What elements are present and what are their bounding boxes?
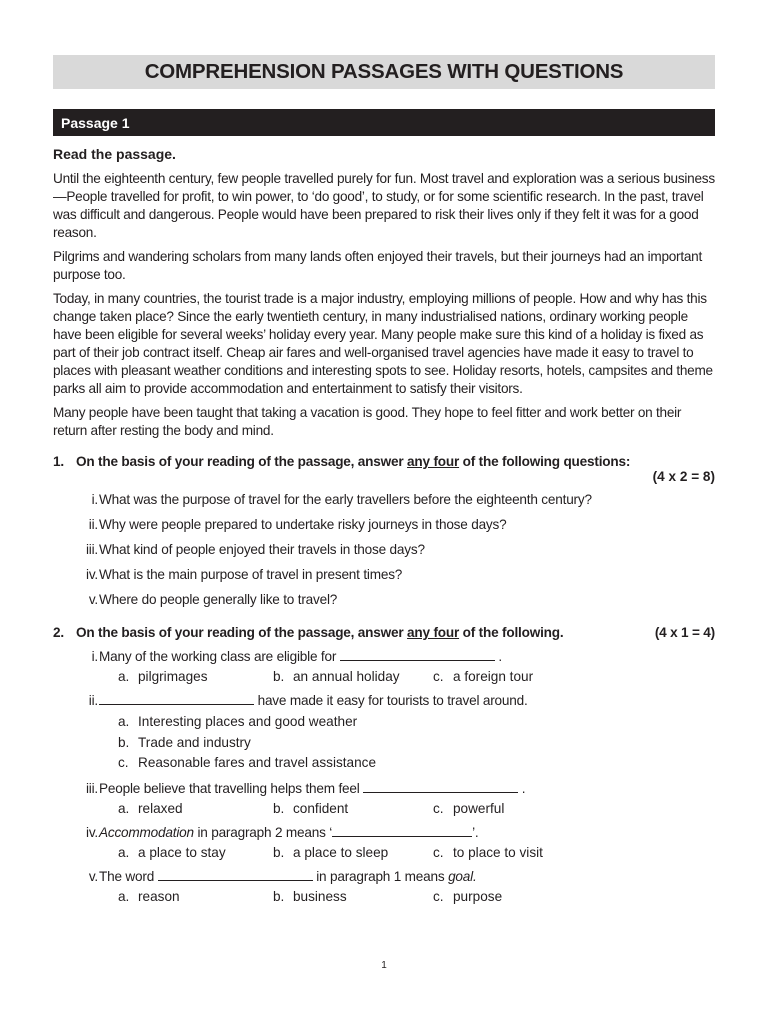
- options-row: [118, 888, 715, 906]
- list-item: i. What was the purpose of travel for the early travellers before the eighteenth century?: [91, 492, 592, 507]
- question-2-list: [73, 648, 715, 906]
- list-item: v. Where do people generally like to travel?: [88, 592, 338, 607]
- list-item: ii. Why were people prepared to undertake risky journeys in those days?: [88, 517, 507, 532]
- option-a[interactable]: a. relaxed: [118, 800, 183, 816]
- question-1-heading: 1. On the basis of your reading of the passage, answer any four of the following questions:: [53, 454, 631, 469]
- list-item: v. The word in paragraph 1 means goal.: [88, 868, 477, 884]
- list-item: iii. What kind of people enjoyed their travels in those days?: [85, 542, 425, 557]
- option-c[interactable]: c. powerful: [433, 800, 505, 816]
- option-a[interactable]: a. Interesting places and good weather: [118, 714, 358, 729]
- options-row: [118, 668, 715, 686]
- question-1-marks: (4 x 2 = 8): [652, 469, 715, 484]
- answer-blank[interactable]: [340, 648, 495, 661]
- question-1-list: [73, 491, 715, 609]
- question-number: 2.: [53, 625, 64, 640]
- question-2-heading: 2. On the basis of your reading of the passage, answer any four of the following. (4 x 1 = 4): [53, 625, 715, 640]
- option-a[interactable]: a. reason: [118, 888, 180, 904]
- question-2-marks: (4 x 1 = 4): [654, 625, 715, 640]
- option-b[interactable]: b. Trade and industry: [118, 734, 251, 750]
- paragraph-2: Pilgrims and wandering scholars from many lands often enjoyed their travels, but their journeys had an important purpose too.: [53, 249, 703, 282]
- option-a[interactable]: a. pilgrimages: [118, 669, 208, 684]
- option-c[interactable]: c. purpose: [433, 888, 503, 904]
- list-item: i. Many of the working class are eligible for .: [91, 649, 502, 664]
- worksheet-page: [53, 55, 715, 906]
- option-b[interactable]: b. a place to sleep: [273, 844, 389, 860]
- options-column: [118, 712, 715, 774]
- page-number: 1: [381, 960, 387, 971]
- question-number: 1.: [53, 454, 64, 469]
- list-item: iv. Accommodation in paragraph 2 means ‘ ’.: [86, 824, 479, 840]
- option-c[interactable]: c. a foreign tour: [433, 669, 534, 684]
- option-b[interactable]: b. business: [273, 888, 347, 904]
- instruction: Read the passage.: [53, 146, 176, 162]
- page-title: COMPREHENSION PASSAGES WITH QUESTIONS: [53, 55, 715, 89]
- answer-blank[interactable]: [332, 824, 472, 837]
- paragraph-4: Many people have been taught that taking a vacation is good. They hope to feel fitter and work better on their return after resting the body and mind.: [53, 405, 682, 438]
- option-b[interactable]: b. an annual holiday: [273, 669, 400, 684]
- answer-blank[interactable]: [363, 780, 518, 793]
- options-row: [118, 844, 715, 862]
- options-row: [118, 800, 715, 818]
- option-c[interactable]: c. Reasonable fares and travel assistance: [118, 755, 377, 770]
- option-a[interactable]: a. a place to stay: [118, 844, 226, 860]
- option-b[interactable]: b. confident: [273, 800, 349, 816]
- answer-blank[interactable]: [99, 692, 254, 705]
- list-item: ii. have made it easy for tourists to travel around.: [88, 693, 528, 708]
- list-item: iv. What is the main purpose of travel in present times?: [86, 567, 403, 582]
- answer-blank[interactable]: [158, 868, 313, 881]
- passage-label: Passage 1: [53, 109, 715, 136]
- list-item: iii. People believe that travelling helps them feel .: [85, 780, 526, 796]
- paragraph-3: Today, in many countries, the tourist trade is a major industry, employing millions of people. How and why has this change taken place? Since the early twentieth century, in many industrialised nations, ordinary working people have been eligible for several weeks’ holiday every year. Many people make sure this kind of a holiday is fixed as part of their job contract itself. Cheap air fares and well-organised travel agencies have made it easy to travel to places with pleasant weather conditions and interesting spots to see. Holiday resorts, hotels, campsites and theme parks all aim to provide accommodation and entertainment to satisfy their visitors.: [53, 291, 713, 396]
- option-c[interactable]: c. to place to visit: [433, 844, 543, 860]
- paragraph-1: Until the eighteenth century, few people travelled purely for fun. Most travel and exploration was a serious business—People travelled for profit, to win power, to ‘do good’, to study, or for some scientific research. In the past, travel was difficult and dangerous. People would have been prepared to risk their lives only if they felt it was for a good reason.: [53, 171, 715, 240]
